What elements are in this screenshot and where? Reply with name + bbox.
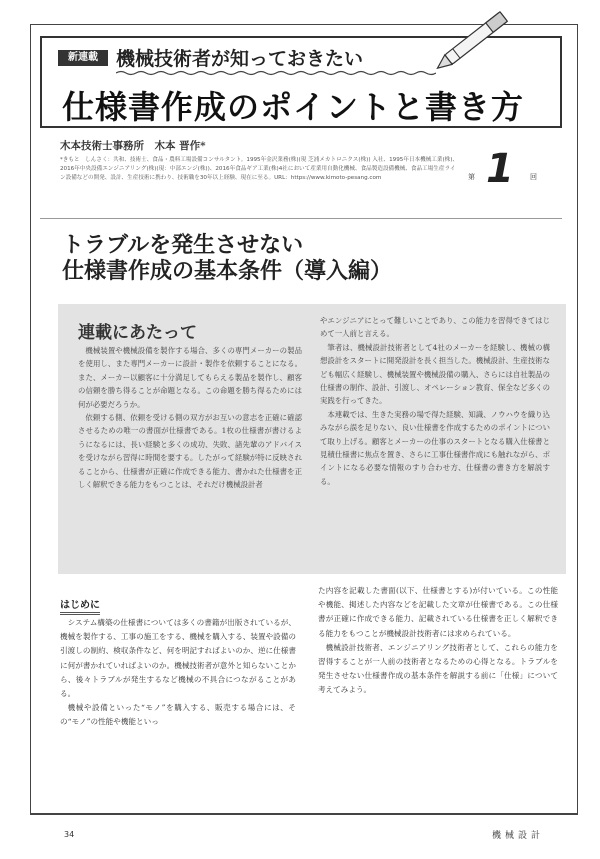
- series-title: 仕様書作成のポイントと書き方: [62, 88, 525, 126]
- installment-marker: [468, 146, 558, 196]
- intro-paragraph: 依頼する側、依頼を受ける側の双方がお互いの意志を正確に確認させるための唯一の書面が仕様書である。1枚の仕様書が書けるようになるには、長い経験と多くの成功、失敗、諸先輩のアドバイスを受けながら習得に時間を要する。したがって経験が特に反映されることから、仕様書が正確に作成できる能力、書かれた仕様書を正しく解釈できる能力をもつことは、それだけ機械設計者: [78, 413, 302, 490]
- body-paragraph: 機械や設備といった“モノ”を購入する、販売する場合には、その“モノ”の性能や機能といっ: [60, 703, 296, 727]
- header-divider: [40, 218, 562, 219]
- body-paragraph: 機械設計技術者、エンジニアリング技術者として、これらの能力を習得することが一人前の技術者となるための心得となる。トラブルを発生させない仕様書作成の基本条件を解説する前に「仕様」について考えてみよう。: [318, 642, 558, 695]
- intro-heading: 連載にあたって: [78, 323, 197, 343]
- intro-paragraph: やエンジニアにとって難しいことであり、この能力を習得できてはじめて一人前と言える。: [320, 316, 550, 339]
- installment-suffix: 回: [530, 173, 537, 181]
- section-heading-hajimeni: はじめに: [60, 596, 100, 615]
- body-paragraph: た内容を記載した書面(以下、仕様書とする)が付いている。この性能や機能、掲述した内容などを記載した文章が仕様書である。この仕様書が正確に作成できる能力、記載されている仕様書を正しく解釈できる能力をもつことが機械設計技術者には求められている。: [318, 586, 558, 638]
- chapter-title-line-1: トラブルを発生させない: [62, 232, 304, 258]
- wavy-underline: [116, 70, 436, 76]
- body-column-right: [318, 584, 558, 698]
- author-bio: *きもと しんさく：共和、技術士、食品・農料工場設備コンサルタント。1995年金沢業務(株)(現 芝浦メカトロニクス(株)) 入社、1995年日本機械工業(株)、2016年中央設備エンジニアリング(株)(現：中部エンジ(株))、2016年食品ギア工業(株)4社において産業用自動化機械、食品製造設備機械、食品工場生産ライン設備などの開発、設計、生産技術に携わり、技術職を30年以上経験、現在に至る。URL：https://www.kimoto-pesang.com: [60, 157, 459, 182]
- series-badge: 新連載: [58, 50, 108, 66]
- chapter-title-line-2: 仕様書作成の基本条件（導入編）: [62, 258, 393, 284]
- body-paragraph: システム構築の仕様書については多くの書籍が出版されているが、機械を製作する、工事の施工をする、機械を購入する、装置や設備の引渡しの制約、検収条件など、何を明記すればよいのか、逆に仕様書に何が書かれていればよいのか。機械技術者が意外と知らないことから、後々トラブルが発生するなど機械の不具合につながることがある。: [60, 618, 296, 699]
- series-subtitle: 機械技術者が知っておきたい: [116, 48, 364, 70]
- author-name: 木本技術士事務所 木本 晋作*: [60, 140, 206, 152]
- intro-paragraph: 機械装置や機械設備を製作する場合、多くの専門メーカーの製品を使用し、また専門メーカーに設計・製作を依頼することになる。また、メーカー以顧客に十分満足してもらえる製品を製作し、顧客の信頼を勝ち得ることが命題となる。この命題を勝ち得るためには何が必要だろうか。: [78, 346, 302, 409]
- installment-number: 1: [486, 146, 514, 192]
- footer-rule: [30, 814, 578, 815]
- intro-paragraph: 筆者は、機械設計技術者として4社のメーカーを経験し、機械の構想設計をスタートに開発設計を長く担当した。機械設計、生産技術なども幅広く経験し、機械装置や機械設備の購入、さらには自社製品の仕様書の制作、設計、引渡し、オペレーション教育、保全など多くの実践を行ってきた。: [320, 342, 550, 406]
- pen-illustration-icon: [430, 0, 530, 70]
- intro-column-left: [78, 344, 302, 491]
- page-number: 34: [64, 830, 75, 839]
- chapter-title: [62, 232, 392, 284]
- installment-prefix: 第: [468, 173, 475, 181]
- journal-name: 機械設計: [492, 831, 545, 841]
- intro-column-right: [320, 314, 550, 488]
- body-column-left: [60, 616, 296, 730]
- intro-paragraph: 本連載では、生きた実務の場で得た経験、知識、ノウハウを織り込みながら誤を足りない、良い仕様書を作成するためのポイントについて取り上げる。顧客とメーカーの仕事のスタートとなる購入仕様書と見積仕様書に焦点を置き、さらに工事仕様書作成にも触れながら、ポイントになる必要な情報のすり合わせ方、仕様書の書き方を解説する。: [320, 409, 550, 486]
